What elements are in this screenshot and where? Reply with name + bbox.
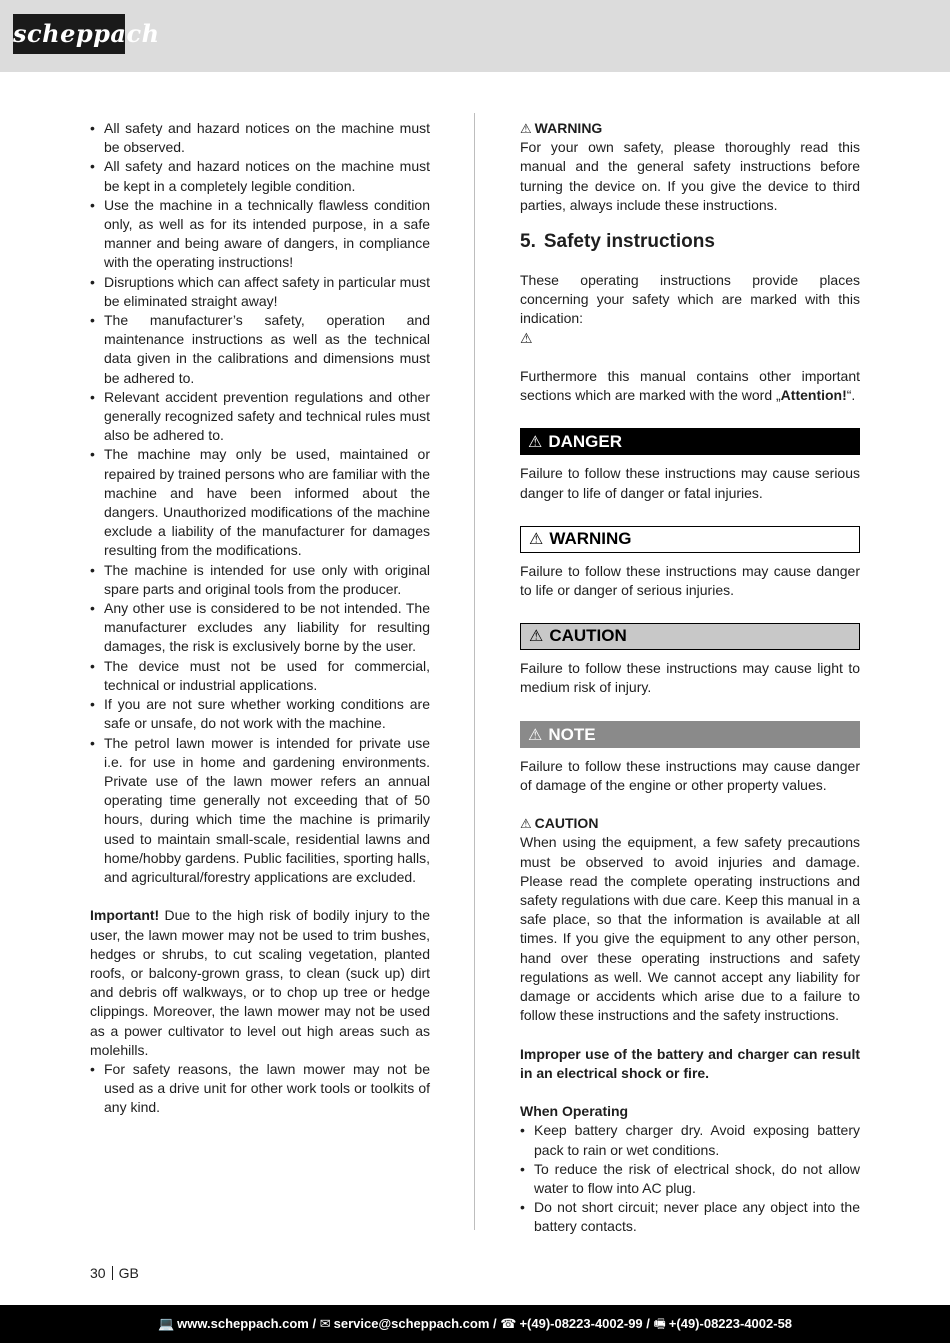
email-icon: ✉ (319, 1316, 331, 1331)
list-item: • Relevant accident prevention regulations and other generally recognized safety and technical rules must also be adhered to. (90, 388, 430, 446)
fax-number: +(49)-08223-4002-58 (668, 1316, 793, 1331)
when-operating-heading: When Operating (520, 1103, 629, 1120)
list-item: • The petrol lawn mower is intended for private use i.e. for use in home and gardening environments. Private use of the lawn mower refers an annual operating time generally not exceeding that of 50 hours, during which time the machine is primarily used to maintain small-scale, residential lawns and home/hobby gardens. Public facilities, sporting halls, and agricultural/forestry applications are excluded. (90, 734, 430, 888)
important-label: Important! (90, 907, 160, 924)
list-item: • If you are not sure whether working conditions are safe or unsafe, do not work with the machine. (90, 695, 430, 733)
list-item: • Do not short circuit; never place any object into the battery contacts. (520, 1198, 860, 1236)
left-column (90, 119, 430, 1118)
danger-description: Failure to follow these instructions may cause serious danger to life of danger or fatal injuries. (520, 465, 860, 501)
phone-icon: ☎ (500, 1316, 517, 1331)
attention-paragraph: Furthermore this manual contains other important sections which are marked with the word „Attention!“. (520, 368, 860, 404)
attention-word: Attention! (780, 387, 847, 404)
caution-paragraph: When using the equipment, a few safety precautions must be observed to avoid injuries and damage. Please read the complete operating instructions and safety regulations with due care. Keep this manual in a safe place, so that the information is available at all times. If you give the equipment to any other person, hand over these operating instructions and safety regulations as well. We cannot accept any liability for damage or accidents which arise due to a failure to follow these instructions and the safety instructions. (520, 834, 860, 1024)
column-divider (474, 113, 475, 1230)
header-bar (0, 0, 950, 72)
website-link[interactable]: www.scheppach.com (177, 1316, 309, 1331)
list-item: • The machine is intended for use only with original spare parts and original tools from the producer. (90, 561, 430, 599)
warning-triangle-icon: ⚠ (520, 816, 532, 832)
list-item: • The device must not be used for commercial, technical or industrial applications. (90, 657, 430, 695)
warning-triangle-icon: ⚠ (529, 628, 544, 646)
section-heading (520, 230, 860, 254)
list-item: • For safety reasons, the lawn mower may not be used as a drive unit for other work tools or toolkits of any kind. (90, 1060, 430, 1118)
intro-paragraph: These operating instructions provide places concerning your safety which are marked with this indication: (520, 272, 860, 327)
page-number: 30 GB (90, 1265, 139, 1281)
email-link[interactable]: service@scheppach.com (333, 1316, 490, 1331)
warning-triangle-icon: ⚠ (528, 726, 543, 744)
important-text: Due to the high risk of bodily injury to the user, the lawn mower may not be used to trim bushes, hedges or shrubs, to cut scaling vegetation, planted roofs, or balcony-grown grass, to clean (suck up) dirt and debris off walkways, or to chop up tree or hedge clippings. Moreover, the lawn mower may not be used as a power cultivator to level out high areas such as molehills. (90, 907, 430, 1058)
warning-triangle-icon: ⚠ (520, 121, 532, 136)
right-column (520, 119, 860, 1237)
drive-unit-bullet-list (90, 1060, 430, 1118)
list-item: • Disruptions which can affect safety in particular must be eliminated straight away! (90, 273, 430, 311)
warning-triangle-icon: ⚠ (528, 434, 543, 452)
phone-number: +(49)-08223-4002-99 (519, 1316, 643, 1331)
warning-heading: ⚠ WARNING (520, 120, 603, 136)
section-title: Safety instructions (543, 231, 715, 253)
caution-banner: ⚠ CAUTION (520, 623, 860, 650)
list-item: • Use the machine in a technically flawless condition only, as well as for its intended purpose, in a safe manner and being aware of dangers, in compliance with the operating instructions! (90, 196, 430, 273)
footer-bar: 💻 www.scheppach.com / ✉ service@scheppach.com / ☎ +(49)-08223-4002-99 / 🖷 +(49)-08223-4002-58 (0, 1305, 950, 1343)
when-operating-list (520, 1121, 860, 1236)
list-item: • The manufacturer’s safety, operation and maintenance instructions as well as the technical data given in the calibrations and dimensions must be adhered to. (90, 311, 430, 388)
list-item: • Keep battery charger dry. Avoid exposing battery pack to rain or wet conditions. (520, 1121, 860, 1159)
warning-triangle-icon: ⚠ (529, 530, 544, 548)
safety-bullet-list (90, 119, 430, 887)
list-item: • To reduce the risk of electrical shock, do not allow water to flow into AC plug. (520, 1160, 860, 1198)
note-banner: ⚠ NOTE (520, 721, 860, 748)
danger-banner: ⚠ DANGER (520, 428, 860, 455)
important-paragraph (90, 906, 430, 1060)
section-number: 5. (520, 231, 536, 253)
fax-icon: 🖷 (653, 1316, 666, 1331)
list-item: • Any other use is considered to be not intended. The manufacturer excludes any liability for resulting damages, the risk is exclusively borne by the user. (90, 599, 430, 657)
caution-description: Failure to follow these instructions may cause light to medium risk of injury. (520, 660, 860, 696)
computer-icon: 💻 (157, 1316, 175, 1331)
warning-paragraph: For your own safety, please thoroughly read this manual and the general safety instructions before turning the device on. If you give the device to third parties, always include these instructions. (520, 139, 860, 213)
note-description: Failure to follow these instructions may cause danger of damage of the engine or other property values. (520, 757, 860, 793)
caution-heading: ⚠ CAUTION (520, 815, 599, 832)
list-item: • All safety and hazard notices on the machine must be kept in a completely legible condition. (90, 157, 430, 195)
warning-triangle-icon: ⚠ (520, 329, 533, 346)
warning-description: Failure to follow these instructions may cause danger to life or danger of serious injuries. (520, 562, 860, 599)
warning-banner: ⚠ WARNING (520, 526, 860, 553)
list-item: • All safety and hazard notices on the machine must be observed. (90, 119, 430, 157)
scheppach-logo: scheppach (13, 14, 125, 54)
battery-warning: Improper use of the battery and charger can result in an electrical shock or fire. (520, 1045, 860, 1081)
language-code: GB (118, 1265, 139, 1281)
list-item: • The machine may only be used, maintained or repaired by trained persons who are familiar with the machine and have been informed about the dangers. Unauthorized modifications of the machine exclude a liability of the manufacturer for damages resulting from the modifications. (90, 445, 430, 560)
